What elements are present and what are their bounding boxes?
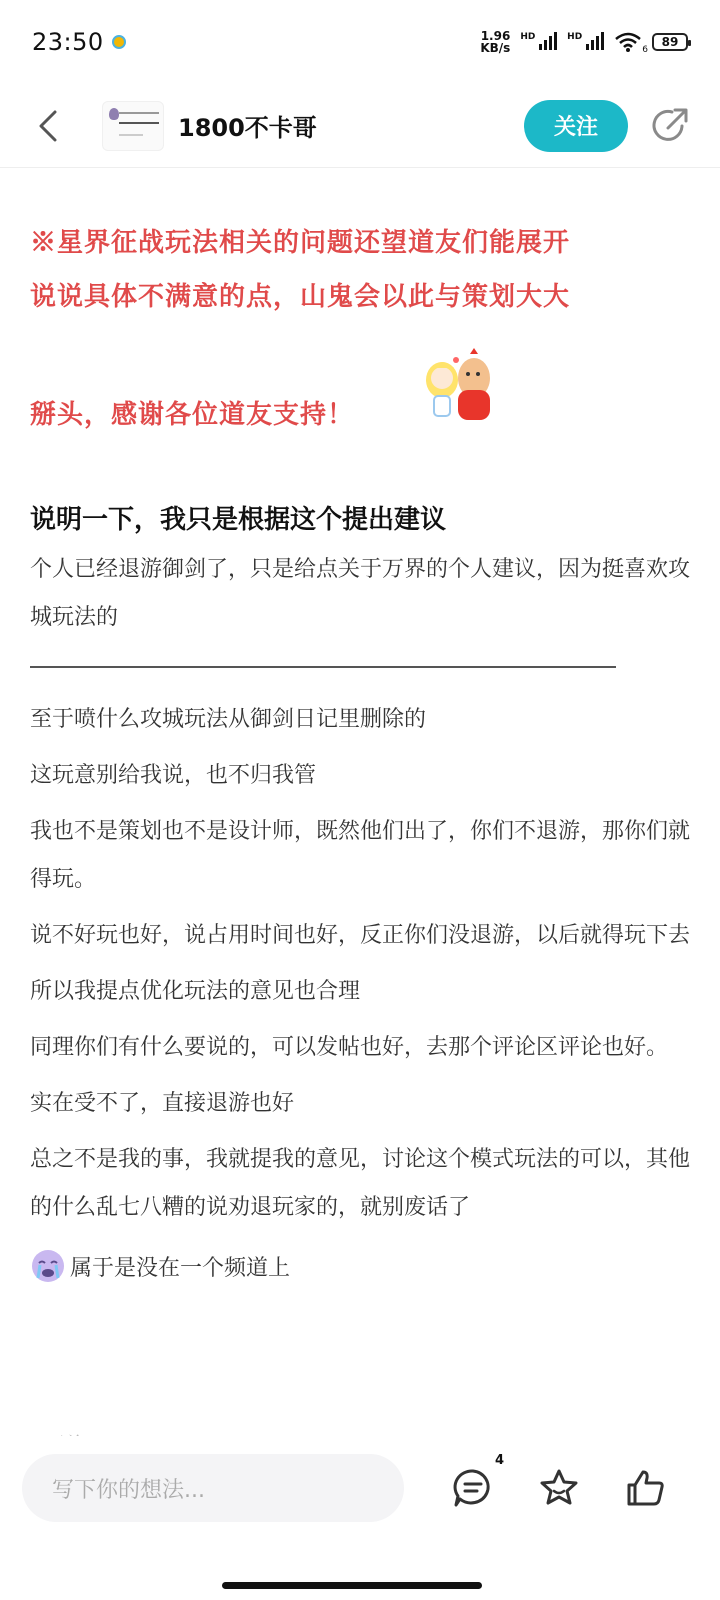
comment-button[interactable]: [448, 1453, 504, 1513]
wifi-icon: [614, 31, 648, 55]
last-line: [30, 1242, 690, 1290]
cartoon-sticker-icon: [412, 338, 512, 438]
notice-line-2: 说说具体不满意的点，山鬼会以此与策划大大: [30, 282, 571, 312]
paragraph-6: 同理你们有什么要说的，可以发帖也好，去那个评论区评论也好。: [30, 1035, 669, 1060]
app-notification-icon: [112, 35, 126, 49]
paragraph-7: 实在受不了，直接退游也好: [30, 1091, 295, 1116]
notice-block: [30, 216, 690, 460]
notice-line-3: 掰头，感谢各位道友支持！: [30, 400, 355, 430]
section-title: 说明一下，我只是根据这个提出建议: [30, 505, 447, 535]
divider: [30, 666, 616, 668]
author-name[interactable]: 1800不卡哥: [178, 114, 317, 142]
paragraph-2: 这玩意别给我说，也不归我管: [30, 763, 317, 788]
signal-2-icon: [567, 32, 604, 53]
comment-bar: [0, 1436, 720, 1540]
content-fade: [0, 1400, 720, 1440]
back-arrow-icon: [35, 109, 61, 143]
share-button[interactable]: [648, 104, 692, 148]
comment-count: 4: [494, 1453, 504, 1468]
author-avatar[interactable]: [102, 101, 164, 151]
comment-input-placeholder: 写下你的想法...: [52, 1477, 205, 1503]
home-indicator[interactable]: [222, 1582, 482, 1589]
back-button[interactable]: [28, 106, 68, 146]
post-content: [30, 168, 690, 1290]
paragraph-4: 说不好玩也好，说占用时间也好，反正你们没退游，以后就得玩下去: [30, 923, 691, 948]
battery-icon: [652, 33, 688, 51]
status-bar: [0, 0, 720, 84]
signal-1-icon: [520, 32, 557, 53]
network-speed: [480, 30, 510, 54]
share-icon: [650, 106, 690, 146]
favorite-button[interactable]: [534, 1463, 584, 1513]
comment-icon: [451, 1466, 495, 1510]
paragraph-5: 所以我提点优化玩法的意见也合理: [30, 979, 361, 1004]
status-time: 23:50: [32, 28, 104, 56]
hd-label-1: HD: [520, 31, 536, 42]
status-left: [32, 28, 126, 56]
paragraph-3: 我也不是策划也不是设计师，既然他们出了，你们不退游，那你们就得玩。: [30, 819, 691, 892]
network-speed-value: 1.96: [480, 29, 511, 43]
status-right: [480, 30, 688, 54]
wifi-sub-label: 6: [642, 45, 648, 55]
battery-level: 89: [661, 35, 679, 49]
crying-face-icon: [30, 1248, 66, 1284]
intro-paragraph: 个人已经退游御剑了，只是给点关于万界的个人建议，因为挺喜欢攻城玩法的: [30, 557, 691, 630]
network-speed-unit: KB/s: [480, 41, 511, 55]
like-button[interactable]: [620, 1463, 670, 1513]
paragraph-8: 总之不是我的事，我就提我的意见，讨论这个模式玩法的可以，其他的什么乱七八糟的说劝退玩家的，就别废话了: [30, 1147, 691, 1220]
follow-button[interactable]: 关注: [524, 100, 628, 152]
notice-line-1: ※星界征战玩法相关的问题还望道友们能展开: [30, 228, 571, 258]
comment-input[interactable]: [22, 1454, 404, 1522]
last-line-text: 属于是没在一个频道上: [70, 1255, 291, 1281]
hd-label-2: HD: [567, 31, 583, 42]
notice-sticker-row: [30, 324, 690, 460]
paragraph-1: 至于喷什么攻城玩法从御剑日记里删除的: [30, 707, 427, 732]
thumbs-up-icon: [623, 1466, 667, 1510]
star-icon: [537, 1466, 581, 1510]
post-header: [0, 84, 720, 168]
